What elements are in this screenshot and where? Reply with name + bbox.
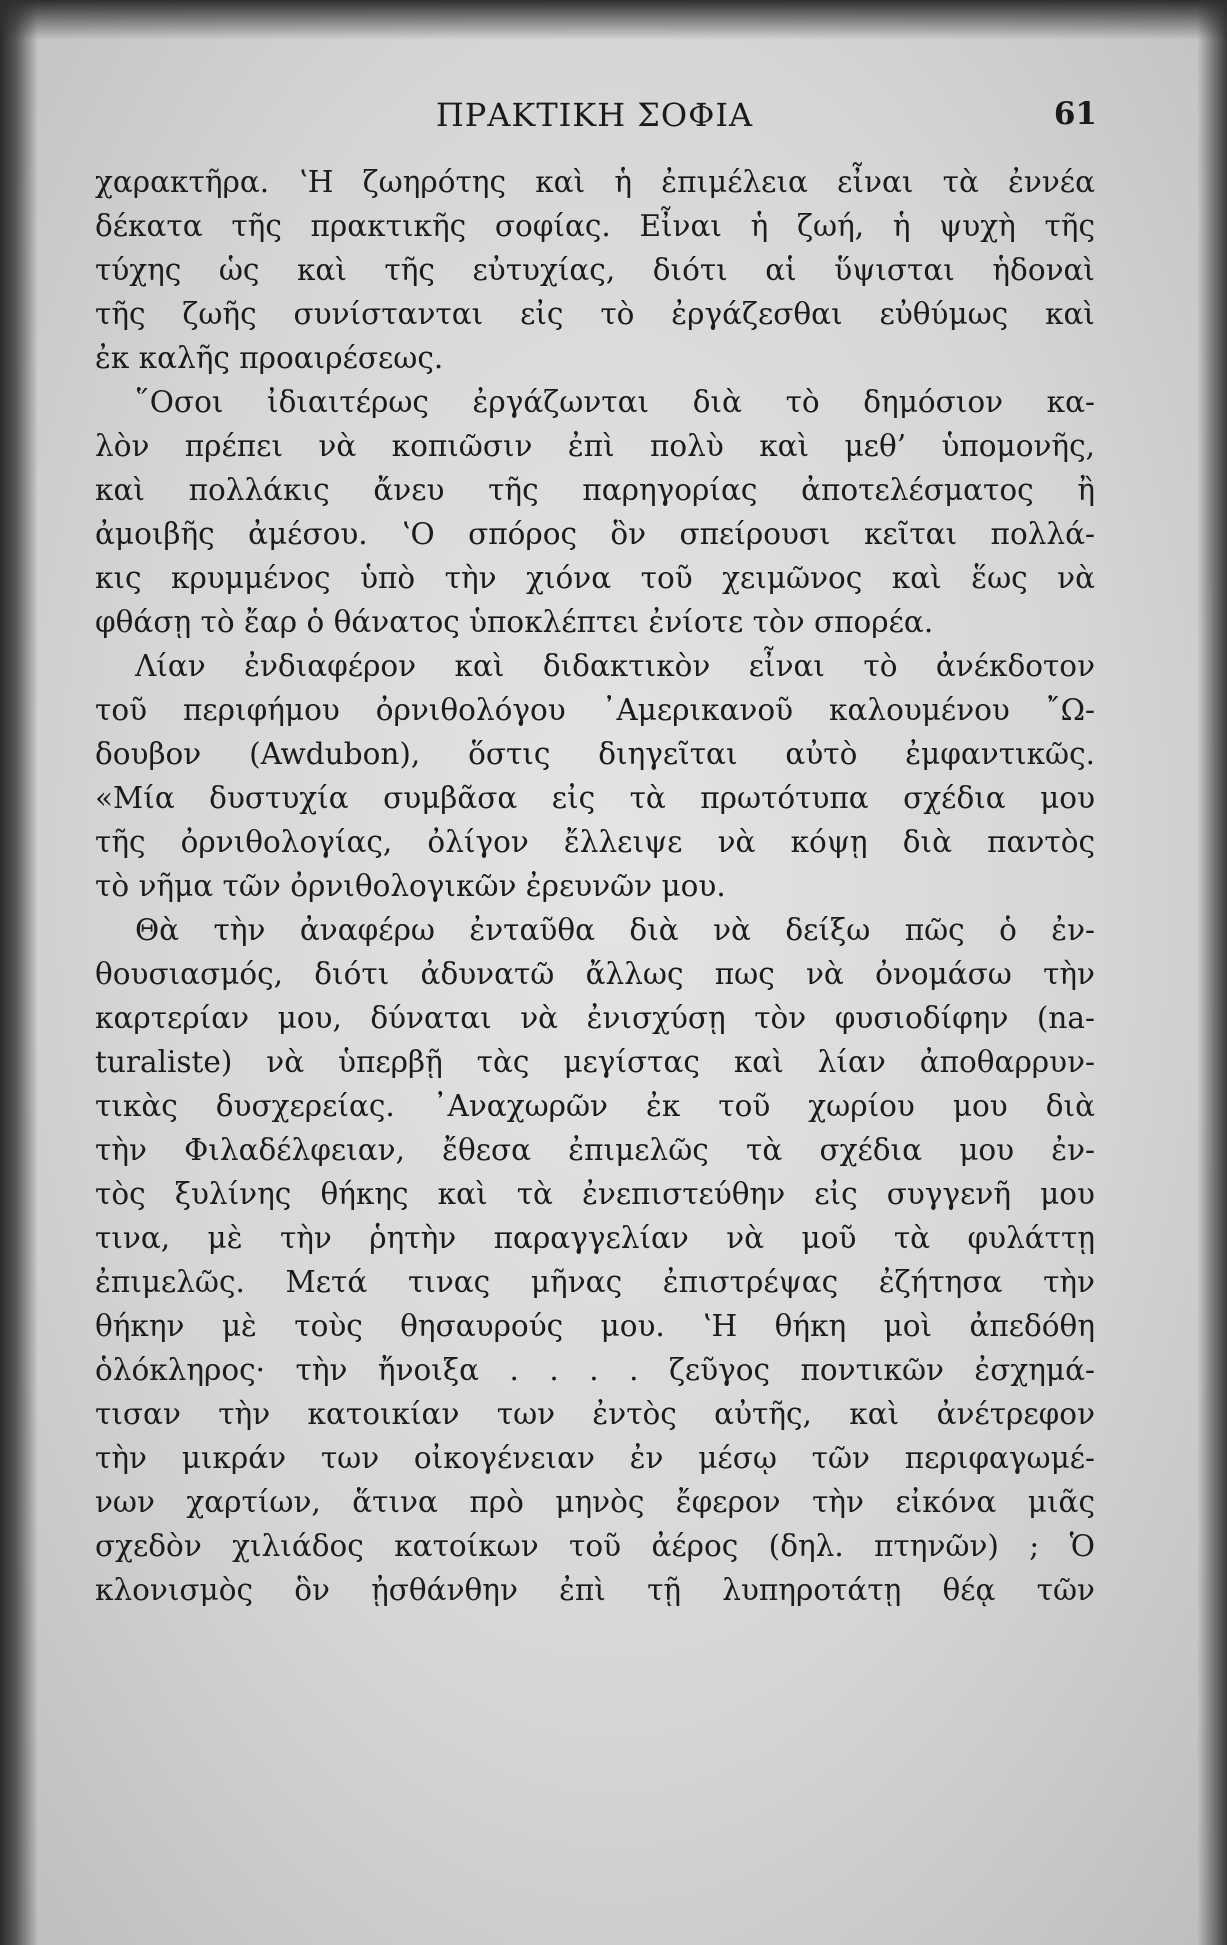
text-line: δέκατα τῆς πρακτικῆς σοφίας. Εἶναι ἡ ζωή, ἡ ψυχὴ τῆς [95, 209, 1095, 243]
text-line: νων χαρτίων, ἅτινα πρὸ μηνὸς ἔφερον τὴν εἰκόνα μιᾶς [95, 1485, 1095, 1519]
text-line: χαρακτῆρα. ʽΗ ζωηρότης καὶ ἡ ἐπιμέλεια εἶναι τὰ ἐννέα [95, 165, 1095, 199]
text-line: τοῦ περιφήμου ὀρνιθολόγου ᾿Αμερικανοῦ καλουμένου ῎Ω- [95, 693, 1095, 727]
text-line: τικὰς δυσχερείας. ᾿Αναχωρῶν ἐκ τοῦ χωρίου μου διὰ [95, 1089, 1095, 1123]
text-line: φθάσῃ τὸ ἔαρ ὁ θάνατος ὑποκλέπτει ἐνίοτε τὸν σπορέα. [95, 605, 934, 639]
text-line: Λίαν ἐνδιαφέρον καὶ διδακτικὸν εἶναι τὸ ἀνέκδοτον [135, 649, 1095, 683]
text-line: κλονισμὸς ὃν ᾐσθάνθην ἐπὶ τῇ λυπηροτάτῃ θέᾳ τῶν [95, 1573, 1095, 1607]
text-line: «Μία δυστυχία συμβᾶσα εἰς τὰ πρωτότυπα σχέδια μου [95, 781, 1095, 815]
text-line: καὶ πολλάκις ἄνευ τῆς παρηγορίας ἀποτελέσματος ἢ [95, 473, 1095, 507]
text-line: ῞Οσοι ἰδιαιτέρως ἐργάζωνται διὰ τὸ δημόσιον κα- [135, 385, 1095, 419]
text-line: λὸν πρέπει νὰ κοπιῶσιν ἐπὶ πολὺ καὶ μεθ’ ὑπομονῆς, [95, 429, 1095, 463]
text-line: τῆς ζωῆς συνίστανται εἰς τὸ ἐργάζεσθαι εὐθύμως καὶ [95, 297, 1095, 331]
text-line: δουβον (Awdubon), ὅστις διηγεῖται αὐτὸ ἐμφαντικῶς. [95, 737, 1095, 771]
text-line: ἐκ καλῆς προαιρέσεως. [95, 341, 444, 375]
text-line: τῆς ὀρνιθολογίας, ὀλίγον ἔλλειψε νὰ κόψῃ διὰ παντὸς [95, 825, 1095, 859]
page-header [92, 96, 1097, 140]
page-shadow-top [0, 0, 1227, 40]
running-title: ΠΡΑΚΤΙΚΗ ΣΟΦΙΑ [435, 96, 754, 134]
text-line: θουσιασμός, διότι ἀδυνατῶ ἄλλως πως νὰ ὀνομάσω τὴν [95, 957, 1095, 991]
text-line: θήκην μὲ τοὺς θησαυρούς μου. ʽΗ θήκη μοὶ ἀπεδόθη [95, 1309, 1095, 1343]
text-line: τὸς ξυλίνης θήκης καὶ τὰ ἐνεπιστεύθην εἰς συγγενῆ μου [95, 1177, 1095, 1211]
text-line: τὸ νῆμα τῶν ὀρνιθολογικῶν ἐρευνῶν μου. [95, 869, 726, 903]
text-line: ἀμοιβῆς ἀμέσου. ʽΟ σπόρος ὃν σπείρουσι κεῖται πολλά- [95, 517, 1095, 551]
text-line: ἐπιμελῶς. Μετά τινας μῆνας ἐπιστρέψας ἐζήτησα τὴν [95, 1265, 1095, 1299]
text-line: τὴν μικράν των οἰκογένειαν ἐν μέσῳ τῶν περιφαγωμέ- [95, 1441, 1095, 1475]
page-shadow-left [0, 0, 38, 1945]
text-line: τύχης ὡς καὶ τῆς εὐτυχίας, διότι αἱ ὕψισται ἡδοναὶ [95, 253, 1095, 287]
text-line: σχεδὸν χιλιάδος κατοίκων τοῦ ἀέρος (δηλ. πτηνῶν) ; Ὁ [95, 1529, 1095, 1563]
text-line: ὁλόκληρος· τὴν ἤνοιξα . . . . ζεῦγος ποντικῶν ἐσχημά- [95, 1353, 1095, 1387]
text-line: turaliste) νὰ ὑπερβῇ τὰς μεγίστας καὶ λίαν ἀποθαρρυν- [95, 1045, 1095, 1079]
text-line: τινα, μὲ τὴν ῥητὴν παραγγελίαν νὰ μοῦ τὰ φυλάττῃ [95, 1221, 1095, 1255]
text-line: τὴν Φιλαδέλφειαν, ἔθεσα ἐπιμελῶς τὰ σχέδια μου ἐν- [95, 1133, 1095, 1167]
text-line: τισαν τὴν κατοικίαν των ἐντὸς αὐτῆς, καὶ ἀνέτρεφον [95, 1397, 1095, 1431]
text-line: καρτερίαν μου, δύναται νὰ ἐνισχύσῃ τὸν φυσιοδίφην (na- [95, 1001, 1095, 1035]
body-text [95, 160, 1095, 1612]
text-line: Θὰ τὴν ἀναφέρω ἐνταῦθα διὰ νὰ δείξω πῶς ὁ ἐν- [135, 913, 1095, 947]
page-number: 61 [1053, 96, 1097, 132]
text-line: κις κρυμμένος ὑπὸ τὴν χιόνα τοῦ χειμῶνος καὶ ἕως νὰ [95, 561, 1095, 595]
page-shadow-right [1197, 0, 1227, 1945]
